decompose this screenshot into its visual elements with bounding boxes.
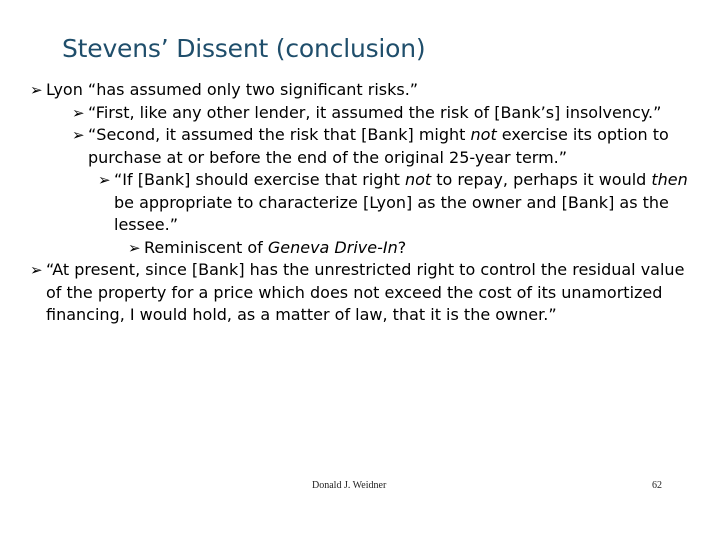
emphasis-text: not <box>470 125 497 144</box>
bullet-at-present <box>30 259 700 327</box>
bullet-text: exercise its option to purchase at or before the end of the original 25-year term.” <box>88 125 669 167</box>
bullet-text: “If [Bank] should exercise that right <box>114 170 405 189</box>
arrow-bullet-icon: ➢ <box>30 261 43 279</box>
bullet-if-bank-exercises <box>98 169 700 237</box>
bullet-text: Reminiscent of <box>144 237 268 257</box>
bullet-geneva-drive-in <box>128 237 700 260</box>
arrow-bullet-icon: ➢ <box>128 238 141 257</box>
slide-body <box>30 79 700 327</box>
bullet-text: Lyon “has assumed only two significant risks.” <box>46 80 419 99</box>
page-number: 62 <box>652 480 662 491</box>
bullet-text: “At present, since [Bank] has the unrestricted right to control the residual value of the property for a price which does not exceed the cost of its unamortized financing, I would hold, as a matter of law, that it is the owner.” <box>46 260 685 324</box>
footer-author: Donald J. Weidner <box>312 480 387 491</box>
emphasis-text: then <box>651 170 688 189</box>
bullet-text: be appropriate to characterize [Lyon] as the owner and [Bank] as the lessee.” <box>114 192 669 234</box>
arrow-bullet-icon: ➢ <box>72 103 85 122</box>
case-name-text: Geneva Drive-In <box>267 237 398 257</box>
bullet-lyon-risks <box>30 79 700 102</box>
bullet-first-risk <box>72 102 700 125</box>
bullet-text: to repay, perhaps it would <box>431 170 652 189</box>
arrow-bullet-icon: ➢ <box>30 81 43 99</box>
bullet-text: ? <box>397 237 407 257</box>
bullet-second-risk <box>72 124 700 169</box>
arrow-bullet-icon: ➢ <box>98 171 111 189</box>
slide-title: Stevens’ Dissent (conclusion) <box>62 34 426 63</box>
emphasis-text: not <box>404 170 432 189</box>
arrow-bullet-icon: ➢ <box>72 126 85 144</box>
bullet-text: “First, like any other lender, it assumed the risk of [Bank’s] insolvency.” <box>88 102 662 122</box>
bullet-text: “Second, it assumed the risk that [Bank] might <box>88 125 471 144</box>
